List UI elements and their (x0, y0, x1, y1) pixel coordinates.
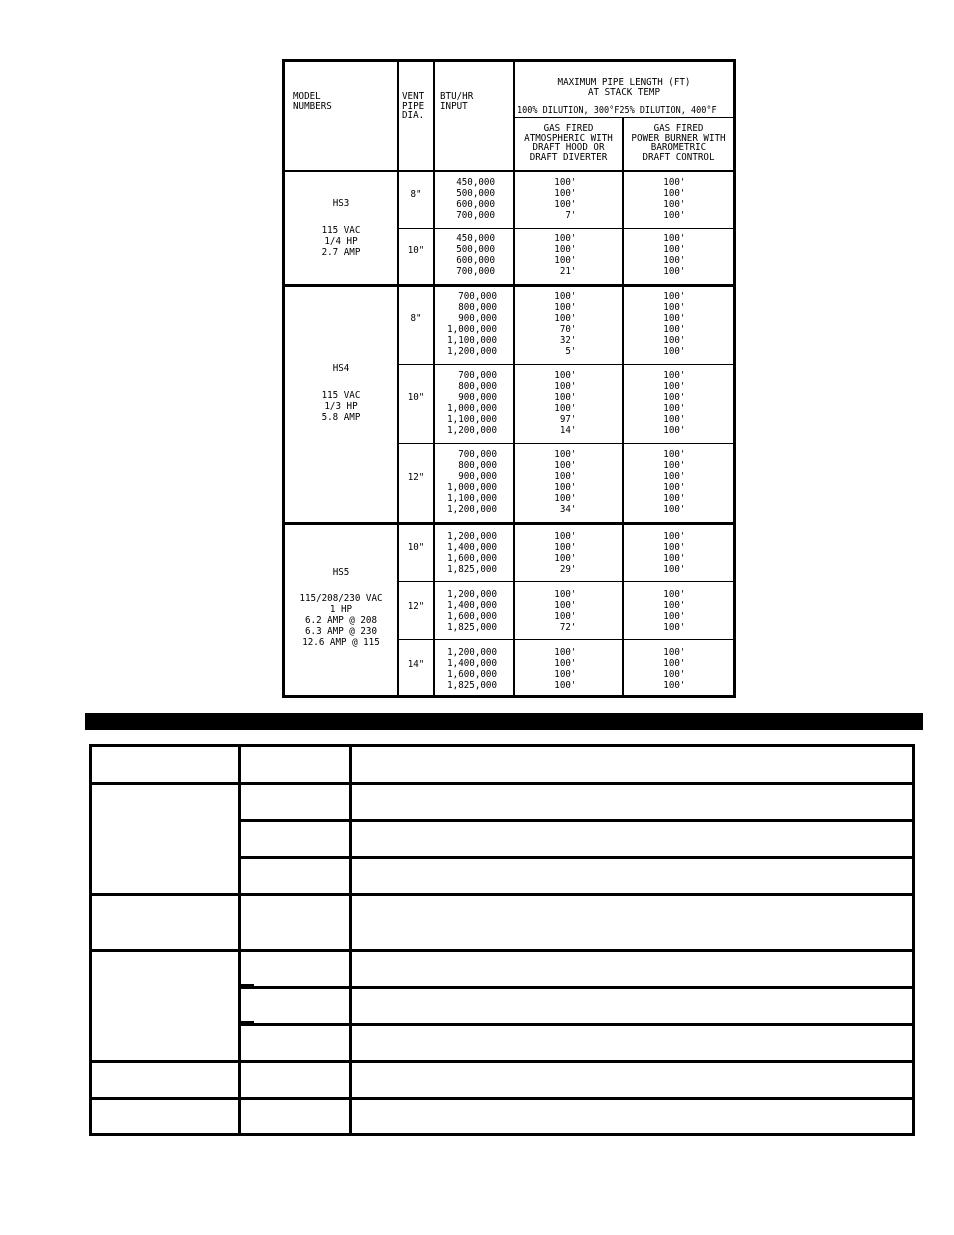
row-divider (398, 581, 733, 582)
vent-dia: 8" (410, 313, 422, 324)
row-divider (398, 639, 733, 640)
power-burner-lengths: 100' 100' 100' 100' (663, 177, 686, 221)
header-vent-pipe-dia: VENT PIPE DIA. (402, 91, 425, 121)
vent-dia: 8" (410, 189, 422, 200)
col-divider (513, 62, 515, 695)
col-divider (397, 62, 399, 695)
model-specs-hs5: 115/208/230 VAC 1 HP 6.2 AMP @ 208 6.3 AMP @ 230 12.6 AMP @ 115 (299, 593, 383, 648)
power-burner-lengths: 100' 100' 100' 100' 100' 100' (663, 449, 686, 515)
btu-values: 1,200,000 1,400,000 1,600,000 1,825,000 (447, 589, 497, 633)
row-divider (515, 117, 733, 118)
col-divider (349, 747, 352, 1133)
power-burner-lengths: 100' 100' 100' 100' (663, 589, 686, 633)
col-divider (238, 747, 241, 1133)
row-divider (92, 1060, 912, 1063)
col-divider (622, 118, 624, 695)
row-divider (285, 284, 733, 287)
vent-dia: 14" (407, 659, 425, 670)
section-header-bar (85, 713, 923, 730)
row-divider (240, 986, 912, 989)
header-gas-power-burner: GAS FIRED POWER BURNER WITH BAROMETRIC DRAFT CONTROL (631, 123, 726, 163)
vent-dia: 10" (407, 542, 425, 553)
vent-dia: 12" (407, 472, 425, 483)
vent-dia: 10" (407, 392, 425, 403)
model-specs-hs3: 115 VAC 1/4 HP 2.7 AMP (321, 225, 361, 258)
row-divider (240, 1023, 912, 1026)
btu-values: 700,000 800,000 900,000 1,000,000 1,100,000 1,200,000 (447, 370, 497, 436)
header-model-numbers: MODEL NUMBERS (293, 91, 332, 112)
tick-mark (240, 1021, 254, 1024)
atmospheric-lengths: 100' 100' 100' 100' 97' 14' (554, 370, 577, 436)
vent-dia: 10" (407, 245, 425, 256)
btu-values: 700,000 800,000 900,000 1,000,000 1,100,000 1,200,000 (447, 449, 497, 515)
power-burner-lengths: 100' 100' 100' 100' (663, 647, 686, 691)
row-divider (240, 856, 912, 859)
atmospheric-lengths: 100' 100' 100' 100' 100' 34' (554, 449, 577, 515)
model-specs-hs4: 115 VAC 1/3 HP 5.8 AMP (321, 390, 361, 423)
vent-pipe-table (282, 59, 736, 698)
row-divider (285, 170, 733, 172)
atmospheric-lengths: 100' 100' 100' 100' (554, 647, 577, 691)
btu-values: 1,200,000 1,400,000 1,600,000 1,825,000 (447, 647, 497, 691)
atmospheric-lengths: 100' 100' 100' 21' (554, 233, 577, 277)
model-name-hs5: HS5 (332, 567, 350, 578)
header-btu-input: BTU/HR INPUT (440, 91, 474, 112)
vent-dia: 12" (407, 601, 425, 612)
row-divider (285, 522, 733, 525)
atmospheric-lengths: 100' 100' 100' 70' 32' 5' (554, 291, 577, 357)
row-divider (92, 782, 912, 785)
btu-values: 450,000 500,000 600,000 700,000 (456, 233, 495, 277)
model-name-hs4: HS4 (332, 363, 350, 374)
atmospheric-lengths: 100' 100' 100' 72' (554, 589, 577, 633)
header-max-pipe-length: MAXIMUM PIPE LENGTH (FT) AT STACK TEMP (557, 77, 691, 98)
row-divider (92, 893, 912, 896)
row-divider (398, 364, 733, 365)
row-divider (398, 228, 733, 229)
blank-form-table (89, 744, 915, 1136)
tick-mark (240, 984, 254, 987)
btu-values: 1,200,000 1,400,000 1,600,000 1,825,000 (447, 531, 497, 575)
col-divider (433, 62, 435, 695)
power-burner-lengths: 100' 100' 100' 100' (663, 531, 686, 575)
row-divider (240, 819, 912, 822)
row-divider (92, 1097, 912, 1100)
atmospheric-lengths: 100' 100' 100' 7' (554, 177, 577, 221)
power-burner-lengths: 100' 100' 100' 100' 100' 100' (663, 370, 686, 436)
power-burner-lengths: 100' 100' 100' 100' 100' 100' (663, 291, 686, 357)
btu-values: 700,000 800,000 900,000 1,000,000 1,100,000 1,200,000 (447, 291, 497, 357)
row-divider (398, 443, 733, 444)
header-dilution: 100% DILUTION, 300°F25% DILUTION, 400°F (517, 105, 717, 116)
row-divider (92, 949, 912, 952)
btu-values: 450,000 500,000 600,000 700,000 (456, 177, 495, 221)
atmospheric-lengths: 100' 100' 100' 29' (554, 531, 577, 575)
power-burner-lengths: 100' 100' 100' 100' (663, 233, 686, 277)
header-gas-atmospheric: GAS FIRED ATMOSPHERIC WITH DRAFT HOOD OR DRAFT DIVERTER (524, 123, 613, 163)
model-name-hs3: HS3 (332, 198, 350, 209)
